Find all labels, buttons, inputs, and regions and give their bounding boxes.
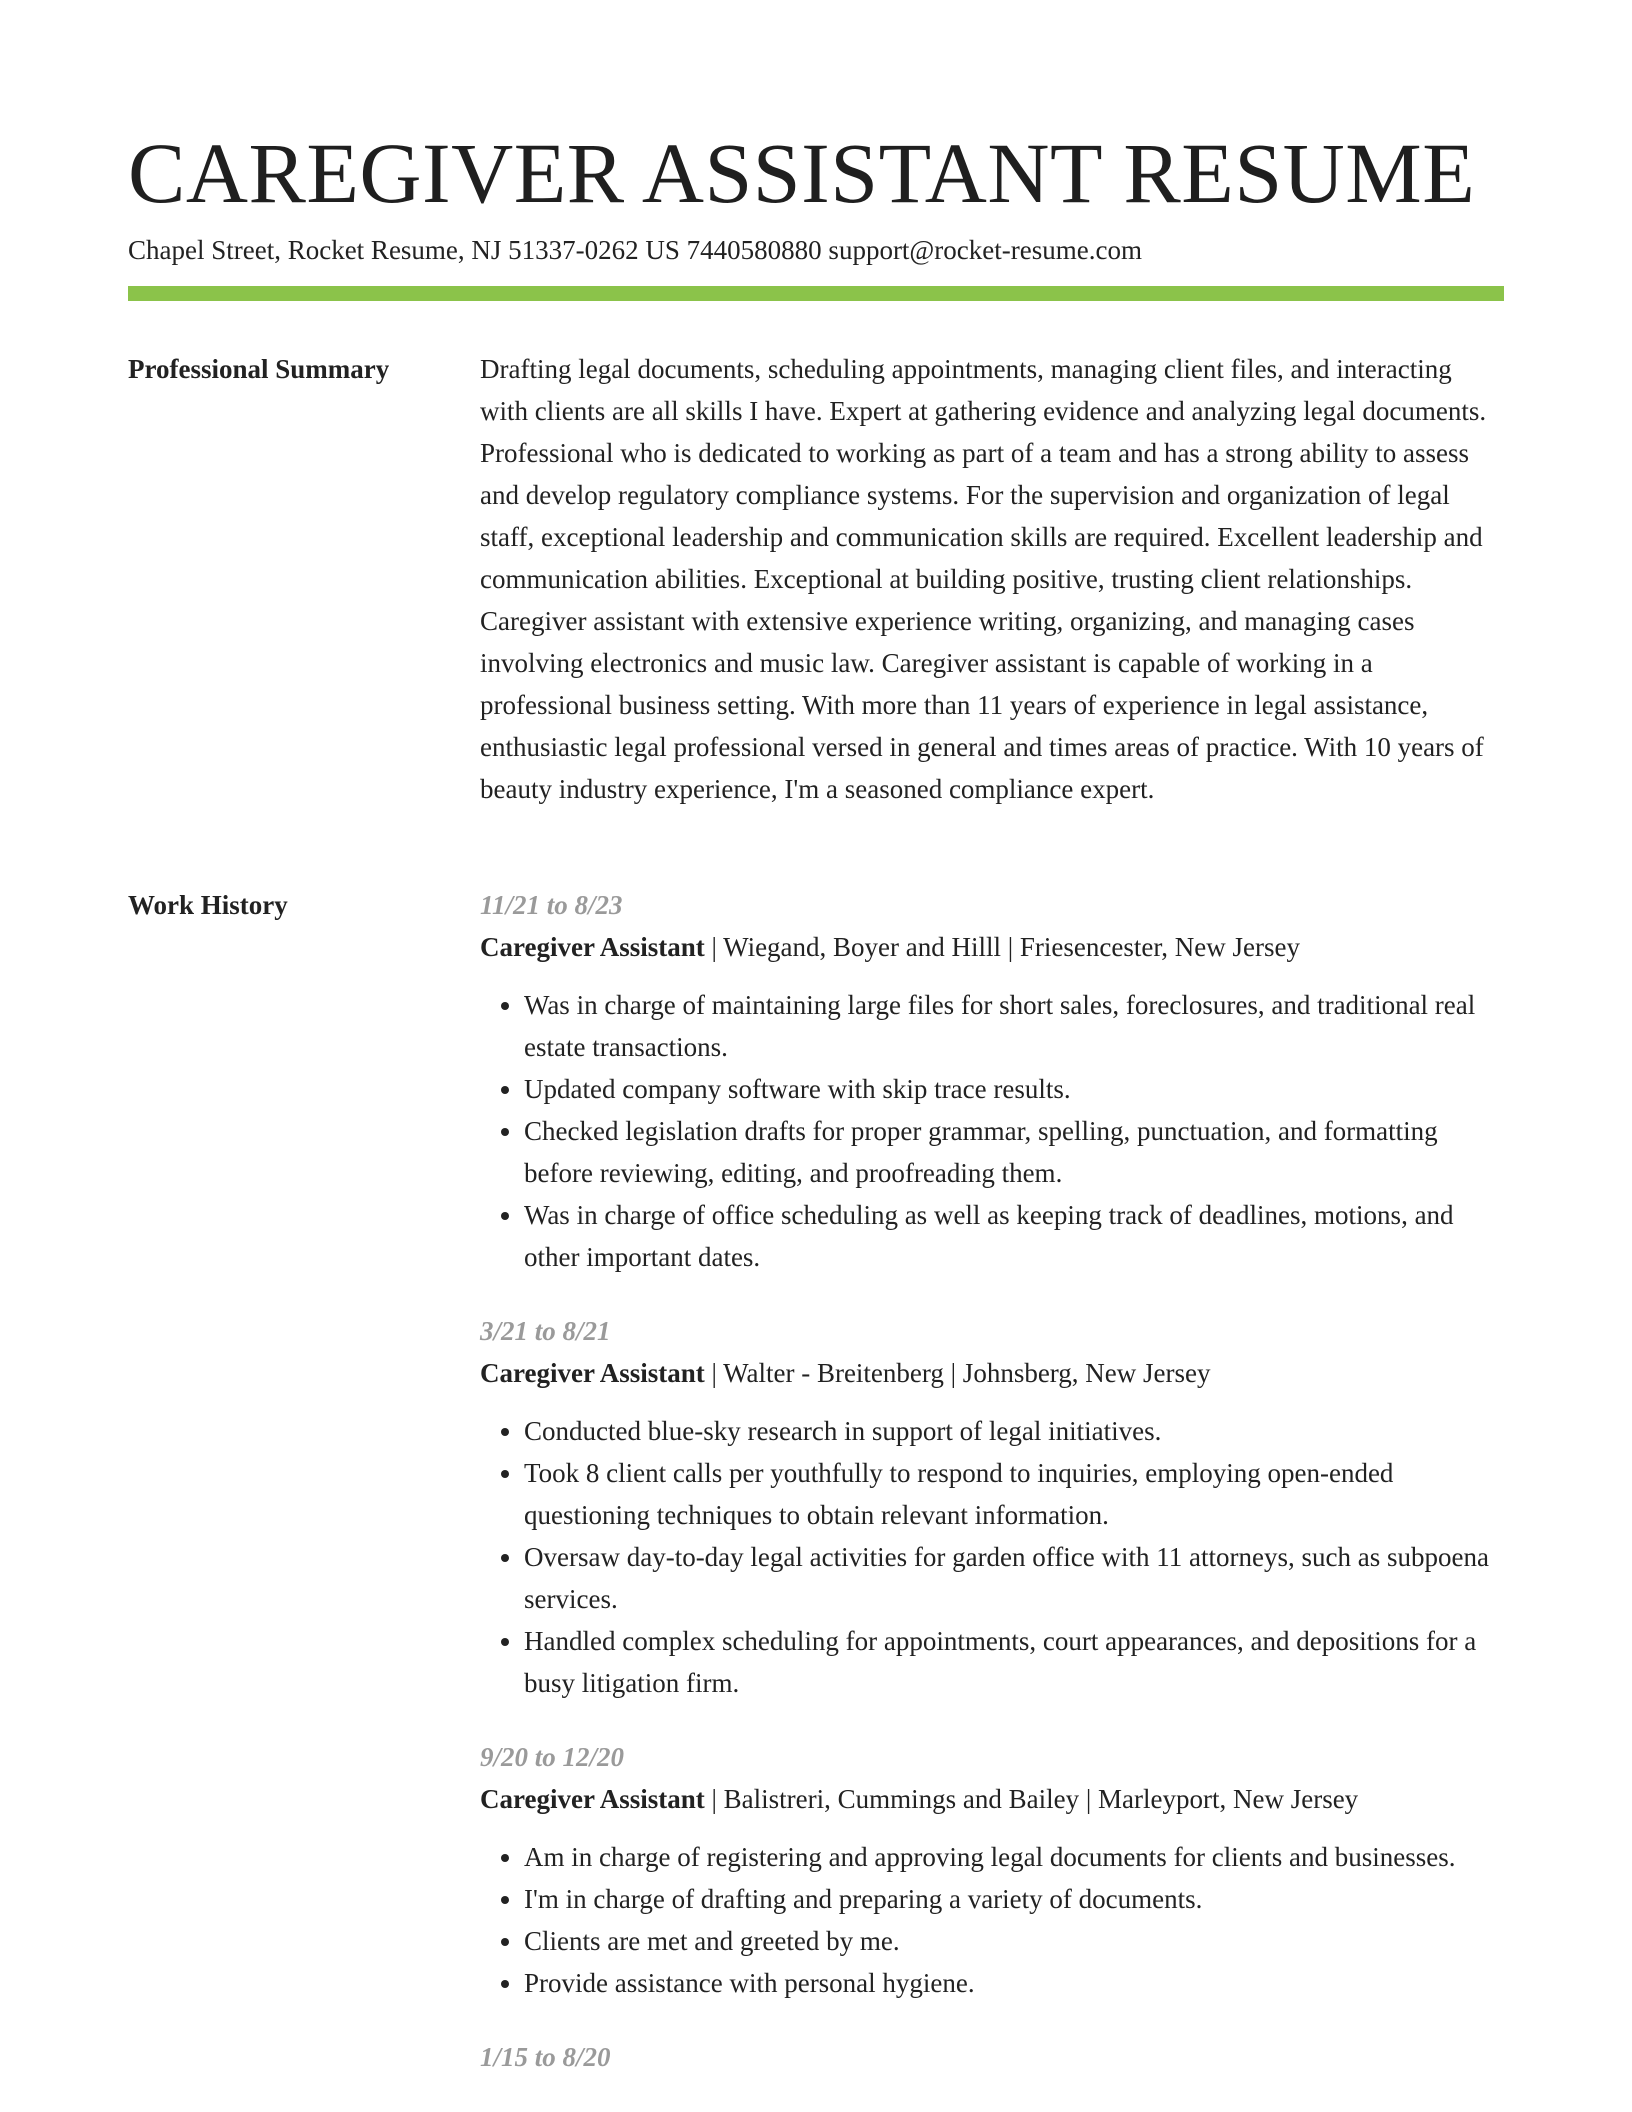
job-title: Caregiver Assistant xyxy=(480,1358,705,1388)
job-bullet: • Clients are met and greeted by me. xyxy=(524,1920,1504,1962)
summary-label: Professional Summary xyxy=(128,354,390,384)
header-divider xyxy=(128,286,1504,301)
job-bullet: • Checked legislation drafts for proper grammar, spelling, punctuation, and formatting before reviewing, editing, and proofreading them. xyxy=(524,1110,1504,1194)
job-bullet: • Was in charge of office scheduling as well as keeping track of deadlines, motions, and other important dates. xyxy=(524,1194,1504,1278)
job-dates: 9/20 to 12/20 xyxy=(480,1742,625,1772)
job-details: | Walter - Breitenberg | Johnsberg, New Jersey xyxy=(704,1358,1211,1388)
resume-title: CAREGIVER ASSISTANT RESUME xyxy=(128,125,1476,221)
work-history-label: Work History xyxy=(128,890,288,920)
work-history-body xyxy=(480,884,1504,2110)
contact-line: Chapel Street, Rocket Resume, NJ 51337-0262 US 7440580880 support@rocket-resume.com xyxy=(128,235,1142,265)
job-bullet: • Am in charge of registering and approving legal documents for clients and businesses. xyxy=(524,1836,1504,1878)
job-details: | Wiegand, Boyer and Hilll | Friesencester, New Jersey xyxy=(704,932,1300,962)
job-dates: 3/21 to 8/21 xyxy=(480,1316,611,1346)
job-bullet: • I'm in charge of drafting and preparing a variety of documents. xyxy=(524,1878,1504,1920)
job-heading xyxy=(480,926,1504,968)
job-heading xyxy=(480,1778,1504,1820)
job-entry xyxy=(480,2036,1504,2078)
summary-text: Drafting legal documents, scheduling appointments, managing client files, and interacting with clients are all skills I have. Expert at gathering evidence and analyzing legal documents. Professional who is dedicated to working as part of a team and has a strong ability to assess and develop regulatory compliance systems. For the supervision and organization of legal staff, exceptional leadership and communication skills are required. Excellent leadership and communication abilities. Exceptional at building positive, trusting client relationships. Caregiver assistant with extensive experience writing, organizing, and managing cases involving electronics and music law. Caregiver assistant is capable of working in a professional business setting. With more than 11 years of experience in legal assistance, enthusiastic legal professional versed in general and times areas of practice. With 10 years of beauty industry experience, I'm a seasoned compliance expert. xyxy=(480,354,1487,804)
job-bullet: • Took 8 client calls per youthfully to respond to inquiries, employing open-ended questioning techniques to obtain relevant information. xyxy=(524,1452,1504,1536)
job-bullet-list xyxy=(480,1836,1504,2004)
job-heading xyxy=(480,1352,1504,1394)
job-dates: 1/15 to 8/20 xyxy=(480,2042,611,2072)
job-bullet: • Oversaw day-to-day legal activities for garden office with 11 attorneys, such as subpoena services. xyxy=(524,1536,1504,1620)
job-bullet: • Was in charge of maintaining large files for short sales, foreclosures, and traditional real estate transactions. xyxy=(524,984,1504,1068)
job-bullet: • Handled complex scheduling for appointments, court appearances, and depositions for a busy litigation firm. xyxy=(524,1620,1504,1704)
job-bullet: • Provide assistance with personal hygiene. xyxy=(524,1962,1504,2004)
job-entry xyxy=(480,884,1504,1278)
job-title: Caregiver Assistant xyxy=(480,1784,705,1814)
job-title: Caregiver Assistant xyxy=(480,932,705,962)
job-bullet: • Conducted blue-sky research in support of legal initiatives. xyxy=(524,1410,1504,1452)
job-dates: 11/21 to 8/23 xyxy=(480,890,623,920)
job-entry xyxy=(480,1736,1504,2004)
job-details: | Balistreri, Cummings and Bailey | Marleyport, New Jersey xyxy=(704,1784,1359,1814)
job-bullet-list xyxy=(480,1410,1504,1704)
summary-body xyxy=(480,348,1504,810)
job-bullet-list xyxy=(480,984,1504,1278)
job-bullet: • Updated company software with skip trace results. xyxy=(524,1068,1504,1110)
job-entry xyxy=(480,1310,1504,1704)
